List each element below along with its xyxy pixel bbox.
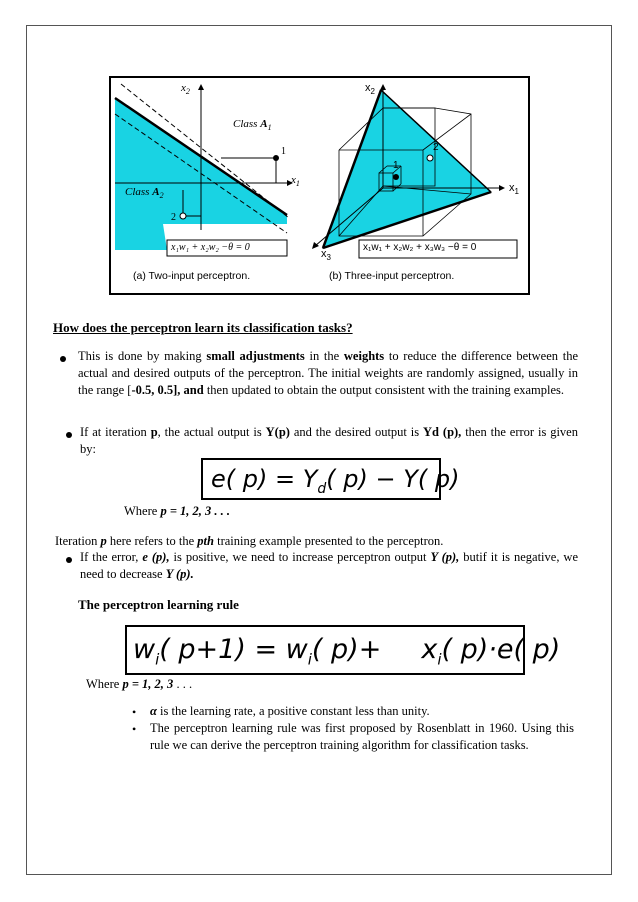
bullet2-dot [66,432,72,438]
point1-marker [273,155,279,161]
left-equation: x₁w₁ + x₂w₂ −θ = 0 [171,242,250,253]
where-line-2: Where p = 1, 2, 3 . . . [86,677,193,691]
point2-marker [180,213,186,219]
right-point2-label: 2 [433,142,439,153]
where-line-1: Where p = 1, 2, 3 . . . [124,504,231,518]
left-point1-label: 1 [281,146,286,157]
right-caption: (b) Three-input perceptron. [329,270,455,282]
x1-axis-3d-arrow [499,185,505,191]
right-equation: x₁w₁ + x₂w₂ + x₃w₃ −θ = 0 [363,242,477,253]
bullet3-text: If the error, e (p), is positive, we need to increase perceptron output Y (p), butif it is negative, we need to decrease Y (p). [80,550,578,581]
x2-axis-3d-arrow [380,84,386,90]
bullet1-text: This is done by making small adjustments in the weights to reduce the difference between the actual and desired outputs of the perceptron. The initial weights are randomly assigned, usually in the range [-0.5, 0.5], and then updated to obtain the output consistent with the training examples. [78,349,578,397]
right-point1-label: 1 [393,160,399,171]
right-x1-label: $x_1$ [509,182,519,197]
bullet3-dot [66,557,72,563]
left-x1-label: $x_1$ [291,174,300,189]
small-bullet-1: • [132,705,137,719]
bullet1-dot [60,356,66,362]
small-bullet-2: • [132,722,137,736]
class-a2-label: Class $A_2$ [125,186,164,201]
learning-rule-formula: $w_i$( $p+1) = w_i$( $p)+ x_i$( p)·e( p) [125,625,525,675]
class-a1-label: Class $A_1$ [233,118,272,133]
left-point2-label: 2 [171,212,176,223]
iteration-line: Iteration p here refers to the pth training example presented to the perceptron. [55,534,444,548]
left-x2-label: $x_2$ [181,82,190,97]
perceptron-figure [109,76,530,295]
bullet2-text: If at iteration p, the actual output is Y(p) and the desired output is Yd (p), then the error is given by: [80,425,578,456]
right-x3-label: $x_3$ [321,248,331,263]
left-caption: (a) Two-input perceptron. [133,270,251,282]
point1-3d-marker [393,174,399,180]
right-x2-label: $x_2$ [365,82,375,97]
point2-3d-marker [427,155,433,161]
x2-axis-arrow [198,84,204,90]
rule-title: The perceptron learning rule [78,597,239,612]
figure-svg [111,78,528,293]
small-bullet-item-2: The perceptron learning rule was first proposed by Rosenblatt in 1960. Using this rule we can derive the perceptron training algorithm for classification tasks. [150,721,574,752]
error-formula: e( $p) = Y_d$( p) − Y( p) [201,458,441,500]
section-heading: How does the perceptron learn its classification tasks? [53,320,353,335]
small-bullet-item-1: α is the learning rate, a positive constant less than unity. [150,704,430,718]
